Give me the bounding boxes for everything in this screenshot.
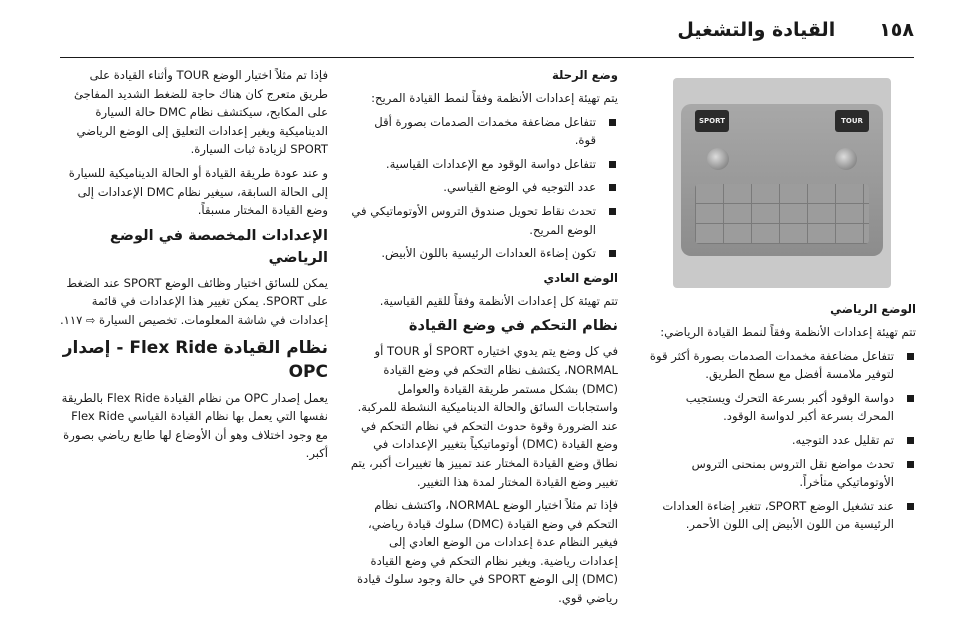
dmc-paragraph: في كل وضع يتم يدوي اختياره SPORT أو TOUR أو NORMAL، يكتشف نظام التحكم في وضع القيادة (DMC) بشكل مستمر طريقة القيادة والعوامل واستجابات السائق والحالة الديناميكية النشطة للمركبة. عند الضرورة وقوة حدوث التحكم في نظام التحكم في وضع القيادة (DMC) أوتوماتيكياً بتغيير الإعدادات في نطاق وضع القيادة المختار عند تمييز ها تغييرات أكبر، يتم تغيير وضع القيادة المختار لمدة هذا التغيير. (350, 344, 618, 489)
normal-mode-text: تتم تهيئة كل إعدادات الأنظمة وفقاً للقيم القياسية. (379, 293, 618, 308)
tour-mode-list (350, 113, 618, 263)
tour-mode-intro: يتم تهيئة إعدادات الأنظمة وفقاً لنمط القيادة المريح: (371, 91, 618, 105)
list-item: تحدث مواضع نقل التروس بمنحنى التروس الأوتوماتيكي متأخراً. (648, 455, 916, 492)
opc-heading: نظام القيادة Flex Ride - إصدار OPC (62, 337, 328, 382)
page-number: ١٥٨ (879, 19, 914, 41)
normal-mode-heading: الوضع العادي (543, 270, 618, 285)
dmc-heading: نظام التحكم في وضع القيادة (408, 317, 618, 335)
sport-button-illustration: SPORT (695, 110, 729, 132)
list-item: تتفاعل مضاعفة مخمدات الصدمات بصورة أقل قوة. (350, 113, 618, 150)
sport-mode-heading: الوضع الرياضي (830, 302, 916, 316)
sport-custom-heading: الإعدادات المخصصة في الوضع الرياضي (109, 226, 328, 266)
list-item: عدد التوجيه في الوضع القياسي. (350, 178, 618, 197)
page-header (60, 8, 914, 52)
tour-button-illustration: TOUR (835, 110, 869, 132)
button-grid-illustration (695, 184, 869, 244)
dmc-example-paragraph: فإذا تم مثلاً اختيار الوضع NORMAL، واكتشف نظام التحكم في وضع القيادة (DMC) سلوك قيادة رياضي، فيغير النظام عدة إعدادات من الوضع العادي إلى إعدادات رياضية. ويغير نظام التحكم في وضع القيادة (DMC) إلى الوضع SPORT في حالة وجود سلوك قيادة رياضي قوي. (356, 498, 618, 606)
return-paragraph: و عند عودة طريقة القيادة أو الحالة الديناميكية للسيارة إلى الحالة السابقة، سيغير نظام DMC الإعدادات إلى وضع القيادة المختار مسبقاً. (68, 165, 328, 218)
left-knob-illustration (707, 148, 729, 170)
header-divider (60, 57, 914, 58)
list-item: عند تشغيل الوضع SPORT، تتغير إضاءة العدادات الرئيسية من اللون الأبيض إلى اللون الأحمر. (648, 497, 916, 534)
list-item: تكون إضاءة العدادات الرئيسية باللون الأبيض. (350, 244, 618, 263)
chapter-title: القيادة والتشغيل (677, 19, 836, 41)
column-middle (350, 66, 618, 636)
list-item: تتفاعل دواسة الوقود مع الإعدادات القياسية. (350, 155, 618, 174)
center-console-panel (681, 104, 883, 256)
tour-example-paragraph: فإذا تم مثلاً اختيار الوضع TOUR وأثناء القيادة على طريق متعرج كان هناك حاجة للضغط الشديد المفاجئ على المكابح، سيكتشف نظام DMC حالة السيارة الديناميكية ويغير إعدادات التعليق إلى الوضع الرياضي SPORT لزيادة ثبات السيارة. (73, 68, 328, 157)
sport-custom-paragraph: يمكن للسائق اختيار وظائف الوضع SPORT عند الضغط على SPORT. يمكن تغيير هذا الإعدادات في قائمة إعدادات في شاشة المعلومات. تخصيص السيارة ⇨ ١١٧. (60, 275, 328, 327)
page-reference: ١١٧ (63, 312, 83, 327)
opc-paragraph: يعمل إصدار OPC من نظام القيادة Flex Ride بالطريقة نفسها التي يعمل بها نظام القيادة القياسي Flex Ride مع وجود اختلاف وهو أن الأوضاع لها طابع رياضي بصورة أكبر. (61, 390, 328, 461)
column-left (60, 66, 328, 636)
list-item: دواسة الوقود أكبر بسرعة التحرك ويستجيب المحرك بسرعة أكبر لدواسة الوقود. (648, 389, 916, 426)
tour-mode-heading: وضع الرحلة (551, 68, 618, 82)
list-item: تحدث نقاط تحويل صندوق التروس الأوتوماتيكي في الوضع المريح. (350, 202, 618, 239)
sport-mode-list (648, 347, 916, 534)
page-reference-icon: ⇨ (86, 313, 96, 327)
right-knob-illustration (835, 148, 857, 170)
list-item: تم تقليل عدد التوجيه. (648, 431, 916, 450)
control-panel-illustration (673, 78, 891, 288)
column-right (648, 66, 916, 636)
list-item: تتفاعل مضاعفة مخمدات الصدمات بصورة أكثر قوة لتوفير ملامسة أفضل مع سطح الطريق. (648, 347, 916, 384)
sport-mode-intro: تتم تهيئة إعدادات الأنظمة وفقاً لنمط القيادة الرياضي: (660, 325, 916, 339)
